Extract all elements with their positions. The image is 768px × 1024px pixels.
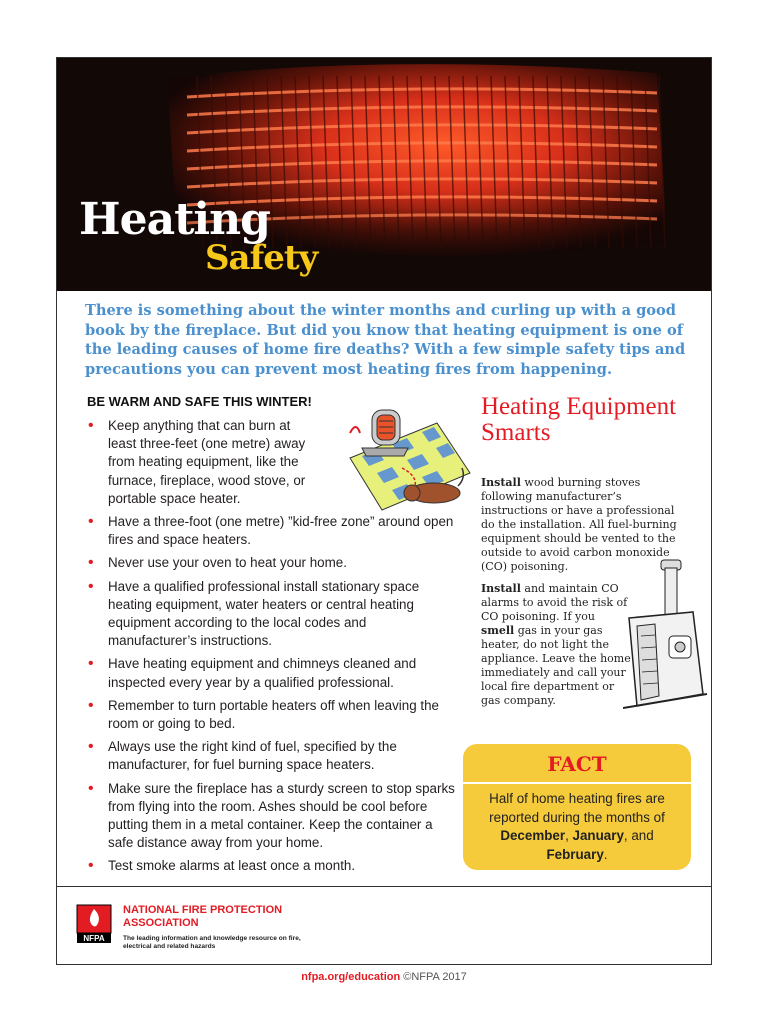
list-item: • Have heating equipment and chimneys cleaned and inspected every year by a qualified professional. (87, 655, 457, 691)
sidebar-paragraph: Install and maintain CO alarms to avoid the risk of CO poisoning. If you smell gas in your gas heater, do not light the appliance. Leave the home immediately and call your local fire department or gas company. (481, 582, 631, 707)
footer-divider (57, 886, 712, 887)
space-heater-photo (57, 58, 712, 291)
list-item: • Never use your oven to heat your home. (87, 554, 457, 572)
page-footer (0, 971, 768, 983)
organization-name: NATIONAL FIRE PROTECTION ASSOCIATION (123, 904, 283, 929)
page-title: Heating (79, 194, 270, 245)
fact-text: Half of home heating fires are reported during the months of December, January, and February. (489, 791, 665, 862)
fact-title: FACT (547, 752, 607, 776)
list-item: • Have a three-foot (one metre) ”kid-free zone” around open fires and space heaters. (87, 513, 457, 549)
fact-box (463, 744, 691, 870)
hero-banner (57, 58, 712, 291)
list-item: • Have a qualified professional install stationary space heating equipment, water heaters or central heating equipment according to the local codes and manufacturer’s instructions. (87, 578, 457, 651)
list-item: • Test smoke alarms at least once a month. (87, 857, 457, 875)
list-item: • Remember to turn portable heaters off when leaving the room or going to bed. (87, 697, 457, 733)
page-subtitle: Safety (205, 238, 318, 278)
website-link[interactable]: nfpa.org/education (301, 971, 401, 983)
gas-heater-illustration (623, 556, 707, 716)
flyer-page (56, 57, 712, 965)
dog-heater-illustration (342, 398, 472, 513)
intro-paragraph: There is something about the winter months and curling up with a good book by the fireplace. But did you know that heating equipment is one of the leading causes of home fire deaths? With a few simple safety tips and precautions you can prevent most heating fires from happening. (85, 302, 686, 378)
list-item: • Always use the right kind of fuel, specified by the manufacturer, for fuel burning space heaters. (87, 738, 457, 774)
organization-tagline: The leading information and knowledge resource on fire, electrical and related hazards (123, 935, 301, 950)
sidebar-title: Heating Equipment Smarts (481, 393, 677, 446)
nfpa-logo-icon (76, 904, 112, 944)
copyright-text: ©NFPA 2017 (400, 971, 467, 983)
logo-lettering: NFPA (83, 934, 105, 943)
list-item: • Keep anything that can burn at least three-feet (one metre) away from heating equipment, like the furnace, fireplace, wood stove, or portable space heater. (87, 417, 457, 508)
sidebar-paragraph: Install wood burning stoves following manufacturer’s instructions or have a professional do the installation. All fuel-burning equipment should be vented to the outside to avoid carbon monoxide (CO) poisoning. (481, 476, 677, 573)
fact-divider (463, 782, 691, 784)
list-item: • Make sure the fireplace has a sturdy screen to stop sparks from flying into the room. Ashes should be cool before putting them in a metal container. Keep the container a safe distance away from your home. (87, 780, 457, 853)
section-heading: BE WARM AND SAFE THIS WINTER! (87, 394, 312, 409)
